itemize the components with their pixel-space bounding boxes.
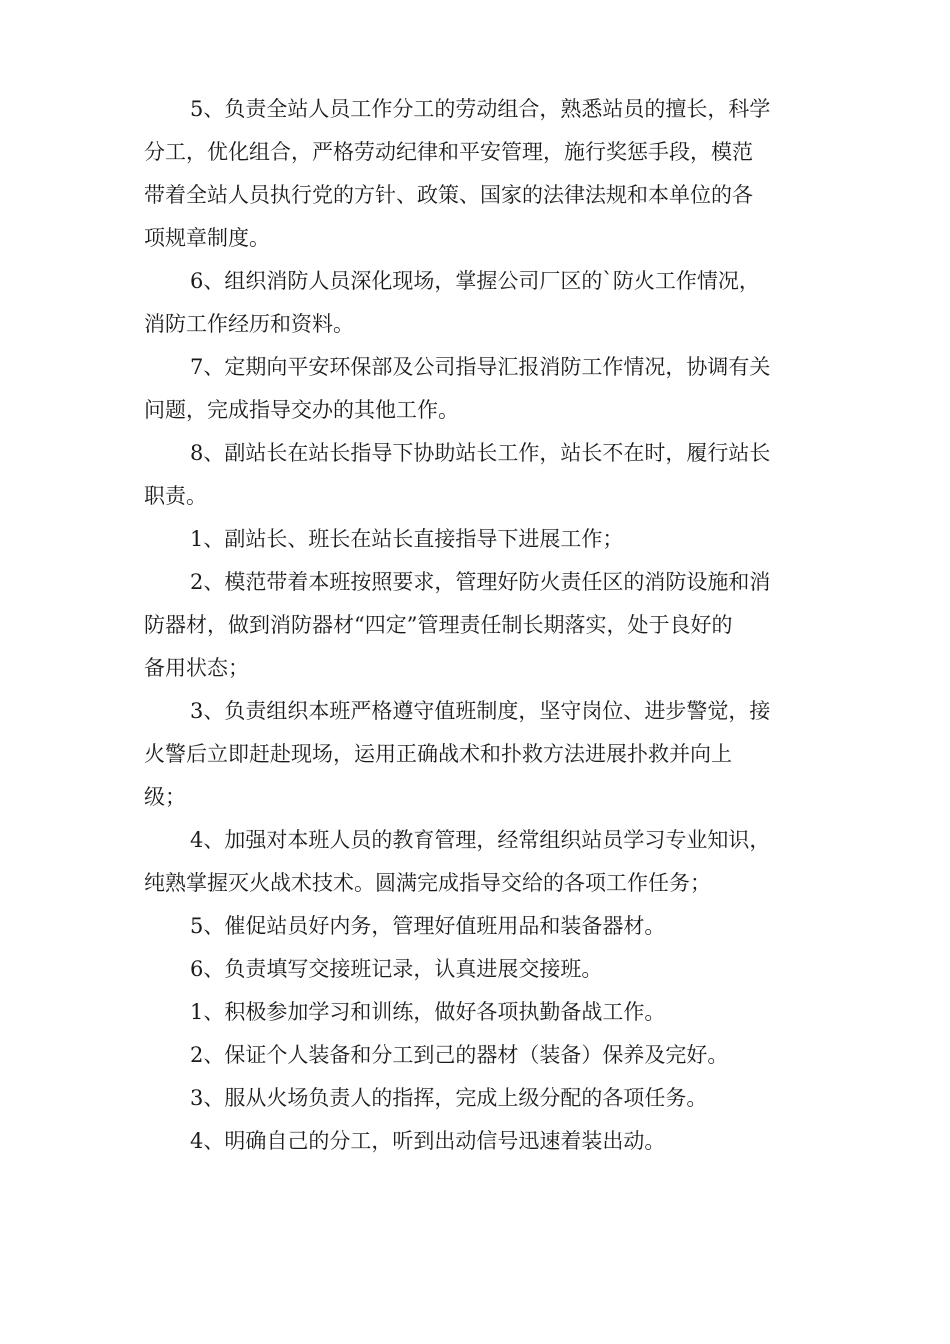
paragraph bbox=[144, 346, 812, 432]
paragraph bbox=[144, 1077, 812, 1120]
paragraph-line: 8、副站长在站长指导下协助站长工作，站长不在时，履行站长 bbox=[190, 441, 771, 465]
paragraph-line: 7、定期向平安环保部及公司指导汇报消防工作情况，协调有关 bbox=[190, 355, 771, 379]
paragraph-line: 2、模范带着本班按照要求，管理好防火责任区的消防设施和消 bbox=[190, 570, 771, 594]
paragraph-line: 纯熟掌握灭火战术技术。圆满完成指导交给的各项工作任务； bbox=[144, 871, 711, 895]
paragraph-line: 5、负责全站人员工作分工的劳动组合，熟悉站员的擅长，科学 bbox=[190, 97, 771, 121]
paragraph-line: 2、保证个人装备和分工到己的器材（装备）保养及完好。 bbox=[190, 1043, 729, 1067]
paragraph-line: 1、副站长、班长在站长直接指导下进展工作； bbox=[190, 527, 624, 551]
paragraph-line: 消防工作经历和资料。 bbox=[144, 312, 354, 336]
paragraph-line: 6、组织消防人员深化现场，掌握公司厂区的`防火工作情况， bbox=[190, 269, 760, 293]
paragraph bbox=[144, 518, 812, 561]
document-body bbox=[144, 88, 812, 1163]
paragraph-line: 防器材，做到消防器材“四定”管理责任制长期落实，处于良好的 bbox=[144, 613, 733, 637]
paragraph bbox=[144, 991, 812, 1034]
paragraph-line: 3、服从火场负责人的指挥，完成上级分配的各项任务。 bbox=[190, 1086, 708, 1110]
paragraph-line: 问题，完成指导交办的其他工作。 bbox=[144, 398, 459, 422]
paragraph-line: 分工，优化组合，严格劳动纪律和平安管理，施行奖惩手段，模范 bbox=[144, 140, 753, 164]
paragraph bbox=[144, 88, 812, 260]
paragraph-line: 带着全站人员执行党的方针、政策、国家的法律法规和本单位的各 bbox=[144, 183, 753, 207]
paragraph-line: 备用状态； bbox=[144, 656, 249, 680]
paragraph bbox=[144, 905, 812, 948]
paragraph-line: 1、积极参加学习和训练，做好各项执勤备战工作。 bbox=[190, 1000, 666, 1024]
paragraph bbox=[144, 561, 812, 690]
paragraph-line: 级； bbox=[144, 785, 186, 809]
paragraph-line: 4、加强对本班人员的教育管理，经常组织站员学习专业知识， bbox=[190, 828, 771, 852]
paragraph bbox=[144, 1034, 812, 1077]
paragraph bbox=[144, 948, 812, 991]
paragraph bbox=[144, 260, 812, 346]
paragraph bbox=[144, 819, 812, 905]
paragraph-line: 6、负责填写交接班记录，认真进展交接班。 bbox=[190, 957, 603, 981]
paragraph-line: 4、明确自己的分工，听到出动信号迅速着装出动。 bbox=[190, 1129, 666, 1153]
paragraph-line: 火警后立即赶赴现场，运用正确战术和扑救方法进展扑救并向上 bbox=[144, 742, 732, 766]
paragraph-line: 项规章制度。 bbox=[144, 226, 270, 250]
paragraph bbox=[144, 432, 812, 518]
paragraph-line: 5、催促站员好内务，管理好值班用品和装备器材。 bbox=[190, 914, 666, 938]
paragraph bbox=[144, 690, 812, 819]
paragraph-line: 职责。 bbox=[144, 484, 207, 508]
paragraph bbox=[144, 1120, 812, 1163]
paragraph-line: 3、负责组织本班严格遵守值班制度，坚守岗位、进步警觉，接 bbox=[190, 699, 771, 723]
